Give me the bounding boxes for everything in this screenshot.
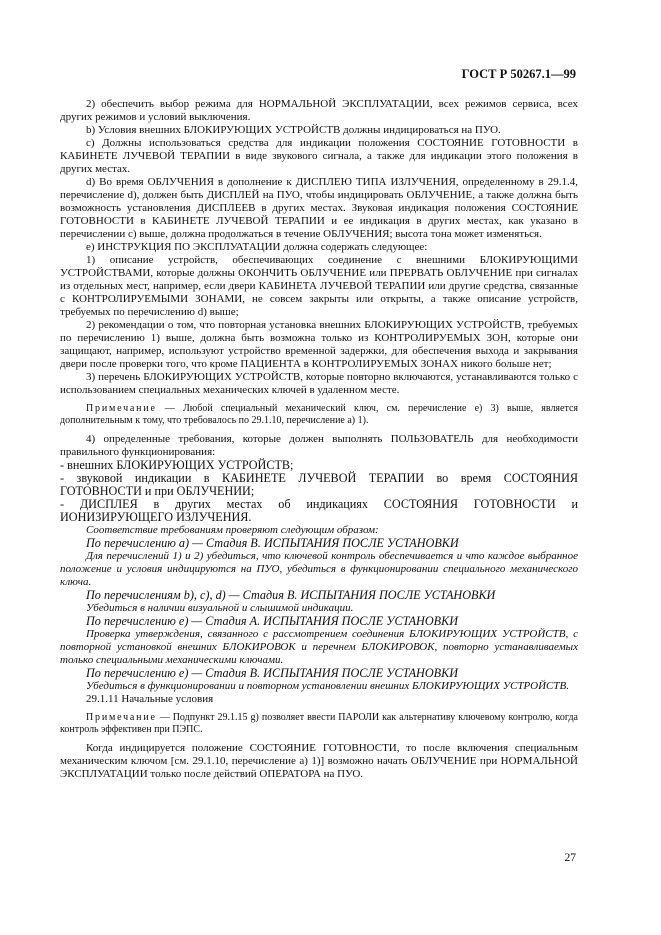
paragraph-text: Соответствие требованиям проверяют следующим образом: (86, 524, 379, 536)
note-paragraph (60, 712, 578, 736)
paragraph-text: d) Во время ОБЛУЧЕНИЯ в дополнение к ДИСПЛЕЮ ТИПА ИЗЛУЧЕНИЯ, определенному в 29.1.4, перечисление d), должен быть ДИСПЛЕЙ на ПУО, чтобы индицировать ОБЛУЧЕНИЕ, а также должна быть возможность установления ДИСПЛЕЕВ в других местах. Звуковая индикация положения СОСТОЯНИЕ ГОТОВНОСТИ в КАБИНЕТЕ ЛУЧЕВОЙ ТЕРАПИИ и ее индикация в других местах, как указано в перечислении с) выше, должна продолжаться в течение ОБЛУЧЕНИЯ; высота тона может изменяться. (60, 176, 578, 240)
paragraph-text: — Любой специальный механический ключ, см. перечисление е) 3) выше, является дополнительным к тому, что требовалось по 29.1.10, перечисление а) 1). (60, 403, 578, 426)
paragraph (60, 472, 578, 498)
paragraph (60, 537, 578, 550)
paragraph (60, 628, 578, 667)
paragraph (60, 371, 578, 397)
paragraph-text: По перечислению е) — Стадия В. ИСПЫТАНИЯ ПОСЛЕ УСТАНОВКИ (86, 666, 458, 680)
paragraph-text: Когда индицируется положение СОСТОЯНИЕ ГОТОВНОСТИ, то после включения специальным механическим ключом [см. 29.1.10, перечисление а) 1)] возможно начать ОБЛУЧЕНИЕ при НОРМАЛЬНОЙ ЭКСПЛУАТАЦИИ только после действий ОПЕРАТОРА на ПУО. (60, 742, 578, 780)
paragraph (60, 498, 578, 524)
paragraph-text: с) Должны использоваться средства для индикации положения СОСТОЯНИЕ ГОТОВНОСТИ в КАБИНЕТЕ ЛУЧЕВОЙ ТЕРАПИИ в виде звукового сигнала, а также для индикации этого положения в других местах. (60, 137, 578, 175)
document-body (60, 98, 578, 781)
note-paragraph (60, 403, 578, 427)
paragraph (60, 615, 578, 628)
paragraph-text: Убедиться в наличии визуальной и слышимой индикации. (86, 602, 354, 614)
paragraph-text: 29.1.11 Начальные условия (86, 693, 214, 705)
paragraph-text: 1) описание устройств, обеспечивающих соединение с внешними БЛОКИРУЮЩИМИ УСТРОЙСТВАМИ, которые должны ОКОНЧИТЬ ОБЛУЧЕНИЕ или ПРЕРВАТЬ ОБЛУЧЕНИЕ при сигналах из отдельных мест, например, если двери КАБИНЕТА ЛУЧЕВОЙ ТЕРАПИИ или другие средства, связанные с КОНТРОЛИРУЕМЫМИ ЗОНАМИ, не совсем закрыты или открыты, а также описание устройств, требуемых по перечислению d) выше; (60, 254, 578, 318)
paragraph-text: Убедиться в функционировании и повторном установлении внешних БЛОКИРУЮЩИХ УСТРОЙСТВ. (86, 680, 569, 692)
page-number: 27 (564, 852, 576, 864)
paragraph-text: - звуковой индикации в КАБИНЕТЕ ЛУЧЕВОЙ ТЕРАПИИ во время СОСТОЯНИЯ ГОТОВНОСТИ и при ОБЛУЧЕНИИ; (60, 471, 578, 498)
paragraph-text: 2) рекомендации о том, что повторная установка внешних БЛОКИРУЮЩИХ УСТРОЙСТВ, требуемых по перечислению 1) выше, должна быть возможна только из КОНТРОЛИРУЕМЫХ ЗОН, которые они защищают, например, используют устройство временной задержки, для обеспечения выхода и закрывания двери после проверки того, что кроме ПАЦИЕНТА в КОНТРОЛИРУЕМЫХ ЗОНАХ никого больше нет; (60, 319, 578, 370)
paragraph-text: - внешних БЛОКИРУЮЩИХ УСТРОЙСТВ; (60, 458, 294, 472)
paragraph (60, 589, 578, 602)
paragraph (60, 137, 578, 176)
paragraph (60, 319, 578, 371)
paragraph-text: 3) перечень БЛОКИРУЮЩИХ УСТРОЙСТВ, которые повторно включаются, устанавливаются только с использованием специальных механических ключей в удаленном месте. (60, 371, 578, 396)
paragraph-text: — Подпункт 29.1.15 g) позволяет ввести ПАРОЛИ как альтернативу ключевому контролю, когда контроль эффективен при ПЭПС. (60, 712, 578, 735)
note-label: Примечание (86, 403, 157, 414)
paragraph (60, 667, 578, 680)
paragraph (60, 176, 578, 241)
document-header: ГОСТ Р 50267.1—99 (461, 67, 576, 81)
paragraph-text: Для перечислений 1) и 2) убедиться, что ключевой контроль обеспечивается и что каждое выбранное положение и условия индицируются на ПУО, убедиться в функционировании специального механического ключа. (60, 550, 578, 588)
note-label: Примечание (86, 712, 157, 723)
paragraph-text: По перечислению а) — Стадия В. ИСПЫТАНИЯ ПОСЛЕ УСТАНОВКИ (86, 536, 459, 550)
paragraph (60, 254, 578, 319)
paragraph (60, 433, 578, 459)
paragraph (60, 550, 578, 589)
paragraph (60, 241, 578, 254)
paragraph-text: 4) определенные требования, которые должен выполнять ПОЛЬЗОВАТЕЛЬ для необходимости правильного функционирования: (60, 433, 578, 458)
paragraph-text: - ДИСПЛЕЯ в других местах об индикациях СОСТОЯНИЯ ГОТОВНОСТИ и ИОНИЗИРУЮЩЕГО ИЗЛУЧЕНИЯ. (60, 497, 578, 524)
paragraph-text: По перечислениям b), c), d) — Стадия В. ИСПЫТАНИЯ ПОСЛЕ УСТАНОВКИ (86, 588, 496, 602)
paragraph-text: 2) обеспечить выбор режима для НОРМАЛЬНОЙ ЭКСПЛУАТАЦИИ, всех режимов сервиса, всех других режимов и условий выключения. (60, 98, 578, 123)
paragraph-text: е) ИНСТРУКЦИЯ ПО ЭКСПЛУАТАЦИИ должна содержать следующее: (86, 241, 428, 253)
paragraph (60, 680, 578, 693)
paragraph (60, 98, 578, 124)
paragraph-text: b) Условия внешних БЛОКИРУЮЩИХ УСТРОЙСТВ должны индицироваться на ПУО. (86, 124, 501, 136)
paragraph (60, 124, 578, 137)
paragraph-text: Проверка утверждения, связанного с рассмотрением соединения БЛОКИРУЮЩИХ УСТРОЙСТВ, с повторной установкой внешних БЛОКИРОВОК и перечнем БЛОКИРОВОК, повторно устанавливаемых только специальными механическими ключами. (60, 628, 578, 666)
paragraph (60, 693, 578, 706)
paragraph (60, 742, 578, 781)
paragraph-text: По перечислению е) — Стадия А. ИСПЫТАНИЯ ПОСЛЕ УСТАНОВКИ (86, 614, 458, 628)
